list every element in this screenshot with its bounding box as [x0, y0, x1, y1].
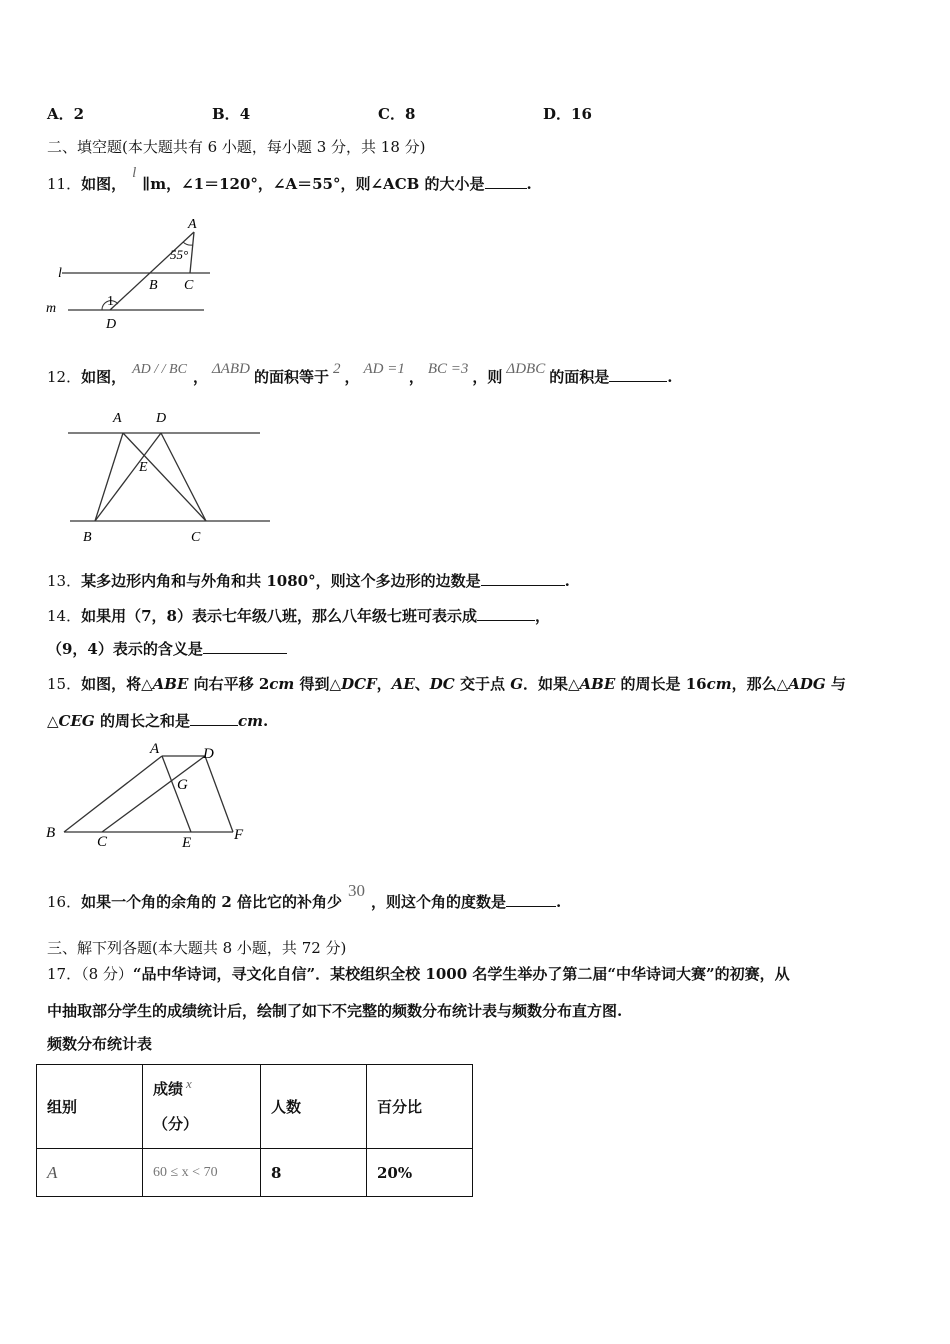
- q11-label-l: l: [58, 266, 62, 281]
- q15-text: 15．如图，将△ABE 向右平移 2cm 得到△DCF，AE、DC 交于点 G．如果△ABE 的周长是 16cm，那么△ADG 与: [47, 675, 846, 693]
- q11-answer-blank[interactable]: [485, 174, 527, 189]
- q14-answer-blank-1[interactable]: [477, 606, 535, 621]
- q16-text: 16．如果一个角的余角的 2 倍比它的补角少30，则这个角的度数是 .: [47, 881, 562, 911]
- q15-line2: △CEG 的周长之和是 cm.: [47, 712, 269, 730]
- option-c: C．8: [378, 105, 416, 123]
- header-percent: 百分比: [367, 1065, 473, 1149]
- q15-label-e: E: [182, 835, 192, 851]
- section2-title: 二、填空题(本大题共有 6 小题，每小题 3 分，共 18 分): [47, 138, 426, 156]
- q11-label-b: B: [149, 278, 158, 293]
- q15-label-g: G: [177, 777, 188, 793]
- q11-figure: [40, 214, 220, 334]
- q12-label-b: B: [83, 530, 92, 545]
- header-group: 组别: [37, 1065, 143, 1149]
- q15-label-f: F: [234, 827, 244, 843]
- q15-answer-blank[interactable]: [190, 711, 238, 726]
- q13-answer-blank[interactable]: [481, 571, 565, 586]
- q11-label-c: C: [184, 278, 194, 293]
- row1-range: 60 ≤ x < 70: [143, 1149, 261, 1197]
- table-header-row: [37, 1065, 473, 1149]
- q14-text: 14．如果用（7，8）表示七年级八班，那么八年级七班可表示成 ，: [47, 607, 550, 625]
- header-count: 人数: [261, 1065, 367, 1149]
- q14-answer-blank-2[interactable]: [203, 639, 287, 654]
- q11-label-angle: 55°: [170, 247, 189, 262]
- q12-label-c: C: [191, 530, 201, 545]
- row1-count: 8: [261, 1149, 367, 1197]
- q12-label-a: A: [113, 411, 122, 426]
- q12-answer-blank[interactable]: [609, 367, 667, 382]
- row1-group: A: [37, 1149, 143, 1197]
- q12-text: 12．如图， AD / / BC ， ΔABD 的面积等于 2 ， AD =1 ， BC =3 ，则 ΔDBC 的面积是 .: [47, 361, 673, 386]
- q12-label-e: E: [139, 460, 148, 475]
- q13-text: 13．某多边形内角和与外角和共 1080°，则这个多边形的边数是 .: [47, 572, 570, 590]
- q11-text: 11．如图，l∥m，∠1＝120°，∠A＝55°，则∠ACB 的大小是 .: [47, 165, 532, 193]
- q11-label-a: A: [188, 217, 197, 232]
- q12-figure: [60, 404, 280, 554]
- q11-label-m: m: [46, 301, 57, 316]
- q15-label-a: A: [150, 741, 160, 757]
- option-d: D．16: [543, 105, 592, 123]
- option-a: A．2: [47, 105, 85, 123]
- q15-label-c: C: [97, 834, 108, 850]
- q11-label-d: D: [106, 317, 117, 332]
- q17-line2: 中抽取部分学生的成绩统计后，绘制了如下不完整的频数分布统计表与频数分布直方图.: [47, 1002, 623, 1020]
- table-row: [37, 1149, 473, 1197]
- q16-answer-blank[interactable]: [506, 892, 556, 907]
- header-score: 成绩 x （分）: [143, 1065, 261, 1149]
- option-b: B．4: [212, 105, 251, 123]
- q17-table-title: 频数分布统计表: [47, 1035, 153, 1053]
- q14-line2: （9，4）表示的含义是: [47, 639, 287, 659]
- row1-percent: 20%: [367, 1149, 473, 1197]
- q12-label-d: D: [156, 411, 167, 426]
- q15-figure: [40, 736, 260, 856]
- q15-label-d: D: [203, 746, 214, 762]
- frequency-table: [36, 1064, 473, 1197]
- q11-label-1: 1: [107, 294, 114, 309]
- section3-title: 三、解下列各题(本大题共 8 小题，共 72 分): [47, 939, 347, 957]
- q15-label-b: B: [46, 825, 56, 841]
- q17-line1: 17．（8 分）“品中华诗词，寻文化自信”．某校组织全校 1000 名学生举办了第二届“中华诗词大赛”的初赛，从: [47, 965, 790, 983]
